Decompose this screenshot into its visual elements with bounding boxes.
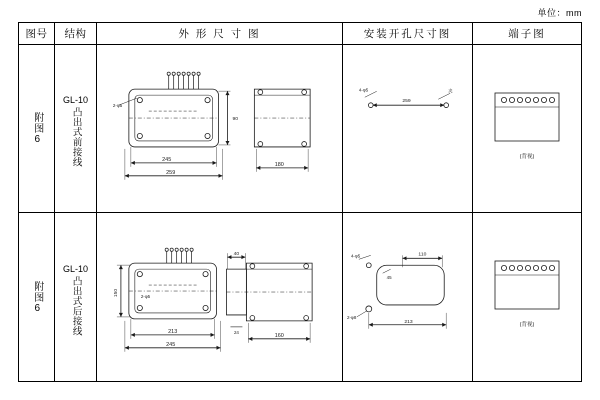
row1-figure-number xyxy=(19,45,55,212)
label-4phi5: 4-φ5 xyxy=(350,253,361,259)
dim-24: 24 xyxy=(233,329,239,335)
dim-2phi5: 2-φ5 xyxy=(140,293,151,299)
row1-structure xyxy=(55,45,97,212)
label-clamp: 夹 xyxy=(448,87,453,93)
header-cell-outline: 外 形 尺 寸 图 xyxy=(97,23,343,44)
header-cell-mounting: 安装开孔尺寸图 xyxy=(343,23,473,44)
figure-number-text: 附图6 xyxy=(31,280,43,315)
dim-213: 213 xyxy=(168,328,178,335)
row1-terminal-drawing xyxy=(473,45,581,212)
row2-mounting-drawing xyxy=(343,213,473,382)
dim-40: 40 xyxy=(233,252,240,258)
header-cell-structure: 结构 xyxy=(55,23,97,44)
dim-180: 180 xyxy=(274,161,284,168)
row2-outline-drawing xyxy=(97,213,343,382)
dim-213-mount: 213 xyxy=(404,319,413,325)
row1-outline-drawing xyxy=(97,45,343,212)
mounting-hole-drawing-rear-wiring xyxy=(343,213,472,382)
structure-model-label: GL-10 xyxy=(62,263,88,274)
figure-number-text: 附图6 xyxy=(31,111,43,146)
dim-45: 45 xyxy=(386,275,392,281)
unit-note: 单位：mm xyxy=(537,8,582,18)
table-row xyxy=(19,213,581,382)
label-2phi8: 2-φ8 xyxy=(346,314,357,320)
header-cell-number: 图号 xyxy=(19,23,55,44)
row2-structure xyxy=(55,213,97,382)
table-header-row xyxy=(19,23,581,45)
terminal-diagram-rear-wiring xyxy=(473,213,581,382)
dim-2phi5: 2-φ5 xyxy=(112,102,123,108)
dim-245: 245 xyxy=(162,156,172,163)
dim-259: 259 xyxy=(166,169,176,176)
specification-table xyxy=(18,22,582,382)
table-row xyxy=(19,45,581,213)
row2-figure-number xyxy=(19,213,55,382)
outline-drawing-rear-wiring xyxy=(97,213,342,382)
structure-type-label: 凸出式后接线 xyxy=(70,275,82,336)
header-cell-terminal: 端子图 xyxy=(508,28,546,40)
dim-height: 90 xyxy=(232,116,238,122)
row1-mounting-drawing xyxy=(343,45,473,212)
outline-drawing-front-wiring xyxy=(97,45,342,212)
structure-type-label: 凸出式前接线 xyxy=(70,106,82,167)
structure-model-label: GL-10 xyxy=(62,94,88,105)
dim-259-mount: 259 xyxy=(402,98,411,104)
terminal-caption: (背视) xyxy=(519,153,535,160)
dim-245: 245 xyxy=(166,341,176,348)
dim-110: 110 xyxy=(418,252,427,258)
terminal-diagram-front-wiring xyxy=(473,45,581,212)
mounting-hole-drawing-front-wiring xyxy=(343,45,472,212)
label-4phi5: 4-φ5 xyxy=(358,86,369,92)
dim-150: 150 xyxy=(113,288,119,298)
dim-160: 160 xyxy=(274,332,284,339)
row2-terminal-drawing xyxy=(473,213,581,382)
terminal-caption: (背视) xyxy=(519,322,535,328)
